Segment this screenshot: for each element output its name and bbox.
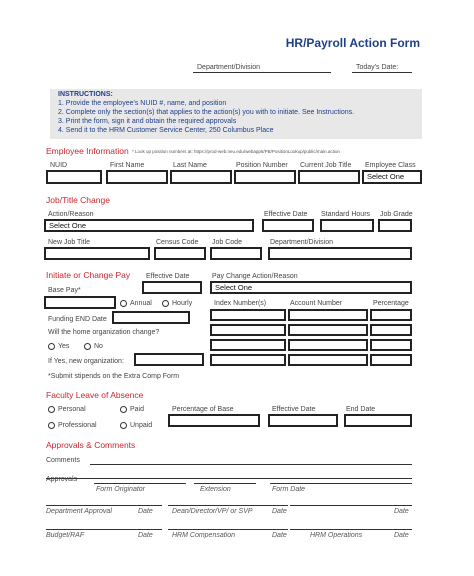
pay-effective-date-label: Effective Date: [146, 273, 190, 280]
new-organization-input[interactable]: [134, 353, 204, 366]
percentage-base-label: Percentage of Base: [172, 406, 234, 413]
last-name-input[interactable]: [170, 170, 232, 184]
date-label: Today's Date:: [356, 64, 399, 71]
budget-label: Budget/RAF: [46, 532, 85, 539]
unpaid-radio[interactable]: [120, 422, 127, 429]
dept-approval-line[interactable]: [46, 505, 162, 506]
percentage-input-1[interactable]: [370, 309, 412, 321]
account-number-input-3[interactable]: [288, 339, 368, 351]
employee-class-label: Employee Class: [365, 162, 416, 169]
percentage-input-3[interactable]: [370, 339, 412, 351]
job-code-input[interactable]: [210, 247, 262, 260]
extension-label: Extension: [200, 486, 231, 493]
index-number-input-1[interactable]: [210, 309, 286, 321]
account-number-input-4[interactable]: [288, 354, 368, 366]
end-date-label: End Date: [346, 406, 376, 413]
employee-class-select[interactable]: Select One: [362, 170, 422, 184]
budget-date-label: Date: [138, 532, 153, 539]
extension-line[interactable]: [194, 483, 256, 484]
hrm-comp-date-label: Date: [272, 532, 287, 539]
hrm-compensation-label: HRM Compensation: [172, 532, 236, 539]
employee-section-title: Employee Information: [46, 146, 129, 156]
position-number-input[interactable]: [234, 170, 296, 184]
action-reason-label: Action/Reason: [48, 211, 94, 218]
instructions-heading: INSTRUCTIONS:: [58, 91, 113, 98]
index-number-input-2[interactable]: [210, 324, 286, 336]
first-name-label: First Name: [110, 162, 145, 169]
no-label: No: [94, 343, 103, 350]
annual-label: Annual: [130, 300, 152, 307]
pay-section-title: Initiate or Change Pay: [46, 270, 131, 280]
funding-end-date-label: Funding END Date: [48, 316, 107, 323]
new-job-title-label: New Job Title: [48, 239, 91, 246]
account-number-input-1[interactable]: [288, 309, 368, 321]
percentage-base-input[interactable]: [168, 414, 260, 427]
hrm-ops-date-label: Date: [394, 532, 409, 539]
census-code-label: Census Code: [156, 239, 199, 246]
instruction-item-2: 2. Complete only the section(s) that applies to the action(s) you with to initiate. See Instructions.: [58, 109, 355, 116]
dean-date-line[interactable]: [290, 505, 412, 506]
paid-label: Paid: [130, 406, 145, 413]
percentage-input-4[interactable]: [370, 354, 412, 366]
index-number-input-3[interactable]: [210, 339, 286, 351]
funding-end-date-input[interactable]: [112, 311, 190, 324]
dean-label: Dean/Director/VP/ or SVP: [172, 508, 253, 515]
position-number-label: Position Number: [236, 162, 288, 169]
base-pay-label: Base Pay*: [48, 287, 81, 294]
job-section-title: Job/Title Change: [46, 195, 110, 205]
dept-date-line[interactable]: [136, 505, 137, 506]
no-radio[interactable]: [84, 343, 91, 350]
form-date-label: Form Date: [272, 486, 306, 493]
action-reason-select[interactable]: Select One: [44, 219, 254, 232]
hourly-label: Hourly: [172, 300, 193, 307]
department-field[interactable]: [193, 72, 331, 73]
date-field[interactable]: [352, 72, 412, 73]
paid-radio[interactable]: [120, 406, 127, 413]
hourly-radio[interactable]: [162, 300, 169, 307]
account-number-label: Account Number: [290, 300, 343, 307]
percentage-label: Percentage: [373, 300, 409, 307]
job-grade-label: Job Grade: [380, 211, 413, 218]
hrm-ops-date-label-top: Date: [394, 508, 409, 515]
pay-change-reason-label: Pay Change Action/Reason: [212, 273, 298, 280]
hrm-comp-line[interactable]: [168, 529, 288, 530]
professional-label: Professional: [58, 422, 97, 429]
yes-label: Yes: [58, 343, 70, 350]
approvals-label: Approvals: [46, 476, 78, 483]
department-label: Department/Division: [197, 64, 261, 71]
instruction-item-3: 3. Print the form, sign it and obtain the required approvals: [58, 118, 237, 125]
dean-line[interactable]: [168, 505, 288, 506]
job-title-label: Current Job Title: [300, 162, 352, 169]
dean-date-label: Date: [272, 508, 287, 515]
standard-hours-input[interactable]: [320, 219, 374, 232]
base-pay-input[interactable]: [44, 296, 116, 309]
personal-radio[interactable]: [48, 406, 55, 413]
job-code-label: Job Code: [212, 239, 242, 246]
dept-approval-label: Department Approval: [46, 508, 112, 515]
index-number-input-4[interactable]: [210, 354, 286, 366]
org-change-question: Will the home organization change?: [48, 329, 160, 336]
yes-radio[interactable]: [48, 343, 55, 350]
unpaid-label: Unpaid: [130, 422, 153, 429]
new-job-title-input[interactable]: [44, 247, 150, 260]
approvals-section-title: Approvals & Comments: [46, 440, 136, 450]
instruction-item-4: 4. Send it to the HRM Customer Service Center, 250 Columbus Place: [58, 127, 274, 134]
nuid-label: NUID: [50, 162, 68, 169]
comments-label: Comments: [46, 457, 80, 464]
form-date-line[interactable]: [270, 483, 412, 484]
pay-change-reason-select[interactable]: Select One: [210, 281, 412, 294]
professional-radio[interactable]: [48, 422, 55, 429]
budget-line[interactable]: [46, 529, 162, 530]
standard-hours-label: Standard Hours: [321, 211, 371, 218]
account-number-input-2[interactable]: [288, 324, 368, 336]
position-lookup-note[interactable]: * Look up position numbers at: https://prod-web.neu.edu/webapp6/PB/PositionLookup/public/main.action: [132, 149, 340, 154]
stipend-note: *Submit stipends on the Extra Comp Form: [48, 373, 180, 380]
personal-label: Personal: [58, 406, 86, 413]
index-number-label: Index Number(s): [214, 300, 267, 307]
annual-radio[interactable]: [120, 300, 127, 307]
originator-label: Form Originator: [96, 486, 146, 493]
leave-section-title: Faculty Leave of Absence: [46, 390, 144, 400]
hrm-ops-line[interactable]: [290, 529, 412, 530]
hrm-operations-label: HRM Operations: [310, 532, 363, 539]
job-title-input[interactable]: [298, 170, 360, 184]
percentage-input-2[interactable]: [370, 324, 412, 336]
pay-effective-date-input[interactable]: [142, 281, 202, 294]
instruction-item-1: 1. Provide the employee's NUID #, name, and position: [58, 100, 227, 107]
new-organization-label: If Yes, new organization:: [48, 358, 124, 365]
job-effective-date-input[interactable]: [262, 219, 314, 232]
census-code-input[interactable]: [154, 247, 206, 260]
department-division-input[interactable]: [268, 247, 412, 260]
leave-effective-date-label: Effective Date: [272, 406, 316, 413]
nuid-input[interactable]: [46, 170, 102, 184]
last-name-label: Last Name: [173, 162, 207, 169]
department-division-label: Department/Division: [270, 239, 334, 246]
comments-line-1[interactable]: [90, 464, 412, 465]
job-effective-date-label: Effective Date: [264, 211, 308, 218]
end-date-input[interactable]: [344, 414, 412, 427]
dept-date-label: Date: [138, 508, 153, 515]
page-title: HR/Payroll Action Form: [285, 36, 420, 50]
leave-effective-date-input[interactable]: [268, 414, 338, 427]
comments-line-2[interactable]: [46, 478, 412, 479]
originator-line[interactable]: [94, 483, 186, 484]
first-name-input[interactable]: [106, 170, 168, 184]
job-grade-input[interactable]: [378, 219, 412, 232]
